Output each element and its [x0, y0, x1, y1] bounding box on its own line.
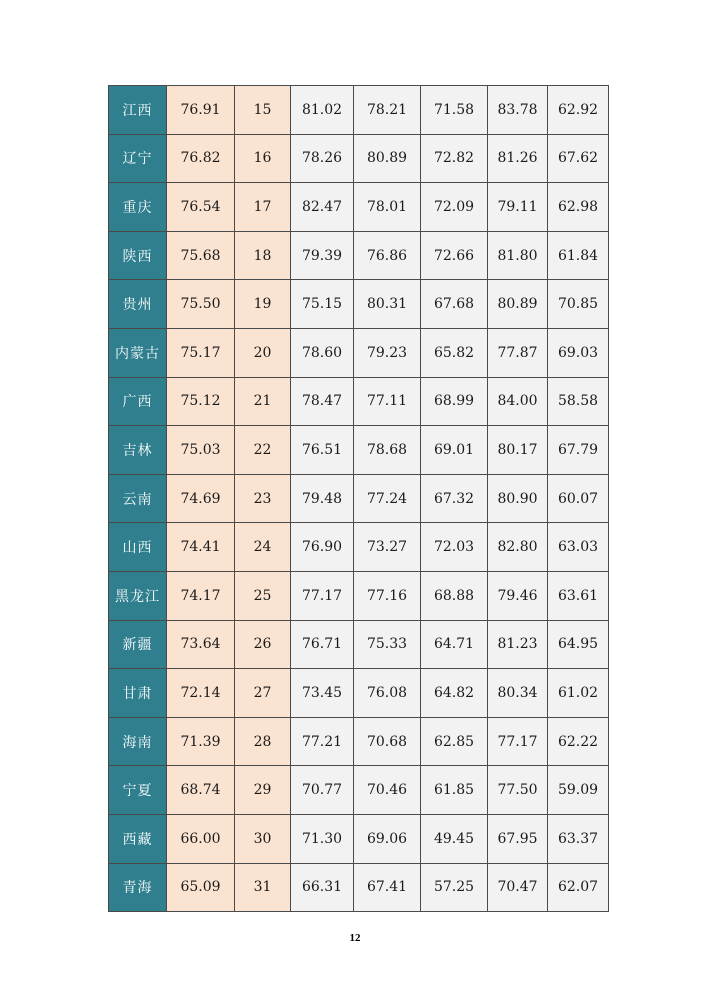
metric-2-cell: 76.08	[354, 669, 421, 718]
score-cell: 76.82	[167, 134, 235, 183]
metric-1-cell: 75.15	[291, 280, 354, 329]
metric-2-cell: 79.23	[354, 328, 421, 377]
table-row	[109, 377, 609, 426]
metric-4-cell: 79.46	[488, 571, 548, 620]
metric-1-cell: 76.71	[291, 620, 354, 669]
score-cell: 76.91	[167, 86, 235, 135]
metric-3-cell: 72.03	[421, 523, 488, 572]
metric-5-cell: 60.07	[548, 474, 609, 523]
metric-1-cell: 76.90	[291, 523, 354, 572]
metric-1-cell: 81.02	[291, 86, 354, 135]
rank-cell: 15	[235, 86, 291, 135]
score-cell: 76.54	[167, 183, 235, 232]
metric-1-cell: 82.47	[291, 183, 354, 232]
metric-4-cell: 83.78	[488, 86, 548, 135]
metric-5-cell: 62.07	[548, 863, 609, 912]
metric-2-cell: 76.86	[354, 231, 421, 280]
metric-2-cell: 73.27	[354, 523, 421, 572]
metric-5-cell: 63.03	[548, 523, 609, 572]
metric-3-cell: 72.66	[421, 231, 488, 280]
metric-2-cell: 77.24	[354, 474, 421, 523]
table-row	[109, 280, 609, 329]
score-cell: 71.39	[167, 717, 235, 766]
region-cell: 内蒙古	[109, 328, 167, 377]
metric-1-cell: 73.45	[291, 669, 354, 718]
metric-4-cell: 67.95	[488, 814, 548, 863]
metric-4-cell: 80.90	[488, 474, 548, 523]
table-row	[109, 183, 609, 232]
table-row	[109, 134, 609, 183]
metric-1-cell: 78.60	[291, 328, 354, 377]
metric-2-cell: 67.41	[354, 863, 421, 912]
score-cell: 66.00	[167, 814, 235, 863]
score-cell: 73.64	[167, 620, 235, 669]
score-cell: 75.03	[167, 426, 235, 475]
metric-5-cell: 63.61	[548, 571, 609, 620]
metric-4-cell: 77.87	[488, 328, 548, 377]
metric-5-cell: 64.95	[548, 620, 609, 669]
score-cell: 75.50	[167, 280, 235, 329]
region-cell: 陕西	[109, 231, 167, 280]
rank-cell: 22	[235, 426, 291, 475]
table-row	[109, 426, 609, 475]
rank-cell: 23	[235, 474, 291, 523]
metric-1-cell: 79.39	[291, 231, 354, 280]
metric-2-cell: 77.11	[354, 377, 421, 426]
rank-cell: 30	[235, 814, 291, 863]
score-cell: 72.14	[167, 669, 235, 718]
metric-5-cell: 62.92	[548, 86, 609, 135]
table-row	[109, 571, 609, 620]
metric-5-cell: 63.37	[548, 814, 609, 863]
metric-1-cell: 70.77	[291, 766, 354, 815]
metric-3-cell: 62.85	[421, 717, 488, 766]
metric-5-cell: 58.58	[548, 377, 609, 426]
region-cell: 西藏	[109, 814, 167, 863]
metric-3-cell: 67.32	[421, 474, 488, 523]
metric-4-cell: 81.23	[488, 620, 548, 669]
metric-5-cell: 62.22	[548, 717, 609, 766]
region-cell: 广西	[109, 377, 167, 426]
metric-4-cell: 77.17	[488, 717, 548, 766]
metric-4-cell: 70.47	[488, 863, 548, 912]
score-cell: 74.17	[167, 571, 235, 620]
rank-cell: 21	[235, 377, 291, 426]
region-cell: 重庆	[109, 183, 167, 232]
table-row	[109, 328, 609, 377]
region-cell: 贵州	[109, 280, 167, 329]
region-cell: 青海	[109, 863, 167, 912]
metric-3-cell: 72.09	[421, 183, 488, 232]
metric-4-cell: 77.50	[488, 766, 548, 815]
region-cell: 黑龙江	[109, 571, 167, 620]
metric-2-cell: 75.33	[354, 620, 421, 669]
table-row	[109, 231, 609, 280]
metric-3-cell: 49.45	[421, 814, 488, 863]
metric-5-cell: 59.09	[548, 766, 609, 815]
metric-5-cell: 70.85	[548, 280, 609, 329]
table-row	[109, 717, 609, 766]
metric-4-cell: 81.80	[488, 231, 548, 280]
region-cell: 山西	[109, 523, 167, 572]
score-cell: 68.74	[167, 766, 235, 815]
metric-5-cell: 69.03	[548, 328, 609, 377]
table-row	[109, 523, 609, 572]
metric-5-cell: 61.02	[548, 669, 609, 718]
metric-2-cell: 70.68	[354, 717, 421, 766]
table-row	[109, 814, 609, 863]
score-cell: 74.41	[167, 523, 235, 572]
rank-cell: 24	[235, 523, 291, 572]
metric-2-cell: 77.16	[354, 571, 421, 620]
metric-2-cell: 70.46	[354, 766, 421, 815]
table-row	[109, 766, 609, 815]
metric-4-cell: 82.80	[488, 523, 548, 572]
rank-cell: 26	[235, 620, 291, 669]
rank-cell: 31	[235, 863, 291, 912]
rank-cell: 28	[235, 717, 291, 766]
rank-cell: 17	[235, 183, 291, 232]
region-cell: 辽宁	[109, 134, 167, 183]
metric-2-cell: 80.89	[354, 134, 421, 183]
metric-5-cell: 61.84	[548, 231, 609, 280]
metric-2-cell: 78.68	[354, 426, 421, 475]
metric-1-cell: 78.26	[291, 134, 354, 183]
metric-3-cell: 67.68	[421, 280, 488, 329]
metric-4-cell: 84.00	[488, 377, 548, 426]
metric-3-cell: 65.82	[421, 328, 488, 377]
region-cell: 新疆	[109, 620, 167, 669]
rank-cell: 25	[235, 571, 291, 620]
region-cell: 云南	[109, 474, 167, 523]
region-cell: 宁夏	[109, 766, 167, 815]
table-row	[109, 620, 609, 669]
table-row	[109, 86, 609, 135]
metric-5-cell: 67.62	[548, 134, 609, 183]
rank-cell: 29	[235, 766, 291, 815]
rank-cell: 16	[235, 134, 291, 183]
score-cell: 65.09	[167, 863, 235, 912]
metric-4-cell: 80.17	[488, 426, 548, 475]
metric-1-cell: 77.17	[291, 571, 354, 620]
region-cell: 甘肃	[109, 669, 167, 718]
table-row	[109, 863, 609, 912]
metric-4-cell: 79.11	[488, 183, 548, 232]
metric-3-cell: 61.85	[421, 766, 488, 815]
region-cell: 海南	[109, 717, 167, 766]
rank-cell: 27	[235, 669, 291, 718]
metric-3-cell: 71.58	[421, 86, 488, 135]
rank-cell: 20	[235, 328, 291, 377]
page-number: 12	[349, 932, 361, 944]
metric-2-cell: 78.21	[354, 86, 421, 135]
metric-5-cell: 62.98	[548, 183, 609, 232]
rank-cell: 18	[235, 231, 291, 280]
metric-3-cell: 72.82	[421, 134, 488, 183]
score-cell: 74.69	[167, 474, 235, 523]
metric-1-cell: 71.30	[291, 814, 354, 863]
metric-1-cell: 78.47	[291, 377, 354, 426]
score-cell: 75.17	[167, 328, 235, 377]
score-cell: 75.12	[167, 377, 235, 426]
metric-5-cell: 67.79	[548, 426, 609, 475]
metric-4-cell: 81.26	[488, 134, 548, 183]
metric-1-cell: 79.48	[291, 474, 354, 523]
metric-3-cell: 57.25	[421, 863, 488, 912]
table-row	[109, 474, 609, 523]
metric-3-cell: 64.82	[421, 669, 488, 718]
table-row	[109, 669, 609, 718]
metric-4-cell: 80.89	[488, 280, 548, 329]
region-cell: 江西	[109, 86, 167, 135]
metric-1-cell: 66.31	[291, 863, 354, 912]
score-cell: 75.68	[167, 231, 235, 280]
metric-1-cell: 77.21	[291, 717, 354, 766]
metric-3-cell: 68.88	[421, 571, 488, 620]
metric-3-cell: 68.99	[421, 377, 488, 426]
metric-3-cell: 64.71	[421, 620, 488, 669]
metric-3-cell: 69.01	[421, 426, 488, 475]
table-body	[109, 86, 609, 912]
rank-cell: 19	[235, 280, 291, 329]
metric-2-cell: 80.31	[354, 280, 421, 329]
metric-2-cell: 78.01	[354, 183, 421, 232]
metric-2-cell: 69.06	[354, 814, 421, 863]
region-cell: 吉林	[109, 426, 167, 475]
ranking-table	[108, 85, 609, 912]
metric-1-cell: 76.51	[291, 426, 354, 475]
metric-4-cell: 80.34	[488, 669, 548, 718]
